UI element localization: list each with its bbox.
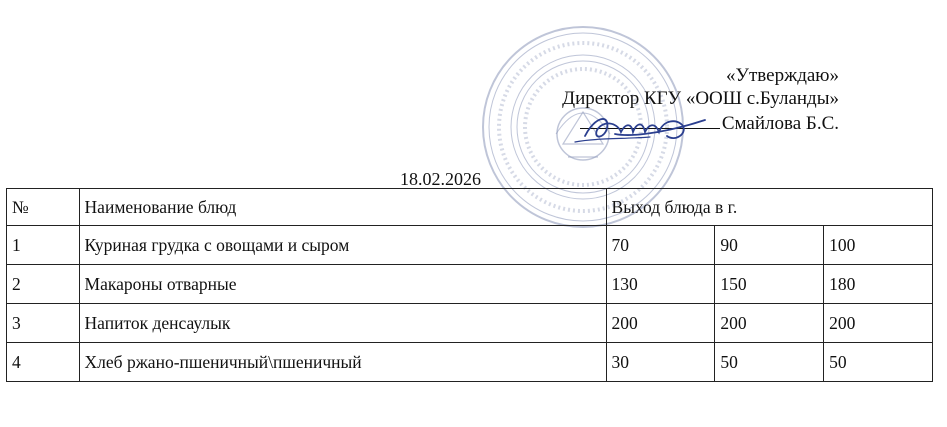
portion-value: 200: [824, 304, 933, 343]
menu-table: [6, 188, 933, 382]
portion-value: 50: [715, 343, 824, 382]
dish-name: Хлеб ржано-пшеничный\пшеничный: [79, 343, 606, 382]
portion-value: 50: [824, 343, 933, 382]
table-row: [7, 304, 933, 343]
header-number: №: [7, 189, 80, 226]
row-number: 2: [7, 265, 80, 304]
portion-value: 150: [715, 265, 824, 304]
approval-signer-name: Смайлова Б.С.: [721, 113, 839, 134]
portion-value: 130: [606, 265, 715, 304]
header-dish-name: Наименование блюд: [79, 189, 606, 226]
row-number: 3: [7, 304, 80, 343]
row-number: 4: [7, 343, 80, 382]
portion-value: 180: [824, 265, 933, 304]
dish-name: Напиток денсаулык: [79, 304, 606, 343]
table-row: [7, 265, 933, 304]
table-row: [7, 343, 933, 382]
portion-value: 30: [606, 343, 715, 382]
portion-value: 200: [715, 304, 824, 343]
table-row: [7, 226, 933, 265]
signature-blank: [580, 110, 720, 129]
approval-title: «Утверждаю»: [726, 65, 839, 86]
portion-value: 90: [715, 226, 824, 265]
dish-name: Куриная грудка с овощами и сыром: [79, 226, 606, 265]
approval-signature-line: [562, 110, 839, 135]
portion-value: 200: [606, 304, 715, 343]
portion-value: 70: [606, 226, 715, 265]
approval-block: [562, 64, 839, 135]
table-header-row: [7, 189, 933, 226]
dish-name: Макароны отварные: [79, 265, 606, 304]
approval-position: Директор КГУ «ООШ с.Буланды»: [562, 88, 839, 109]
menu-date: 18.02.2026: [400, 169, 481, 189]
portion-value: 100: [824, 226, 933, 265]
row-number: 1: [7, 226, 80, 265]
header-portion-weight: Выход блюда в г.: [606, 189, 932, 226]
